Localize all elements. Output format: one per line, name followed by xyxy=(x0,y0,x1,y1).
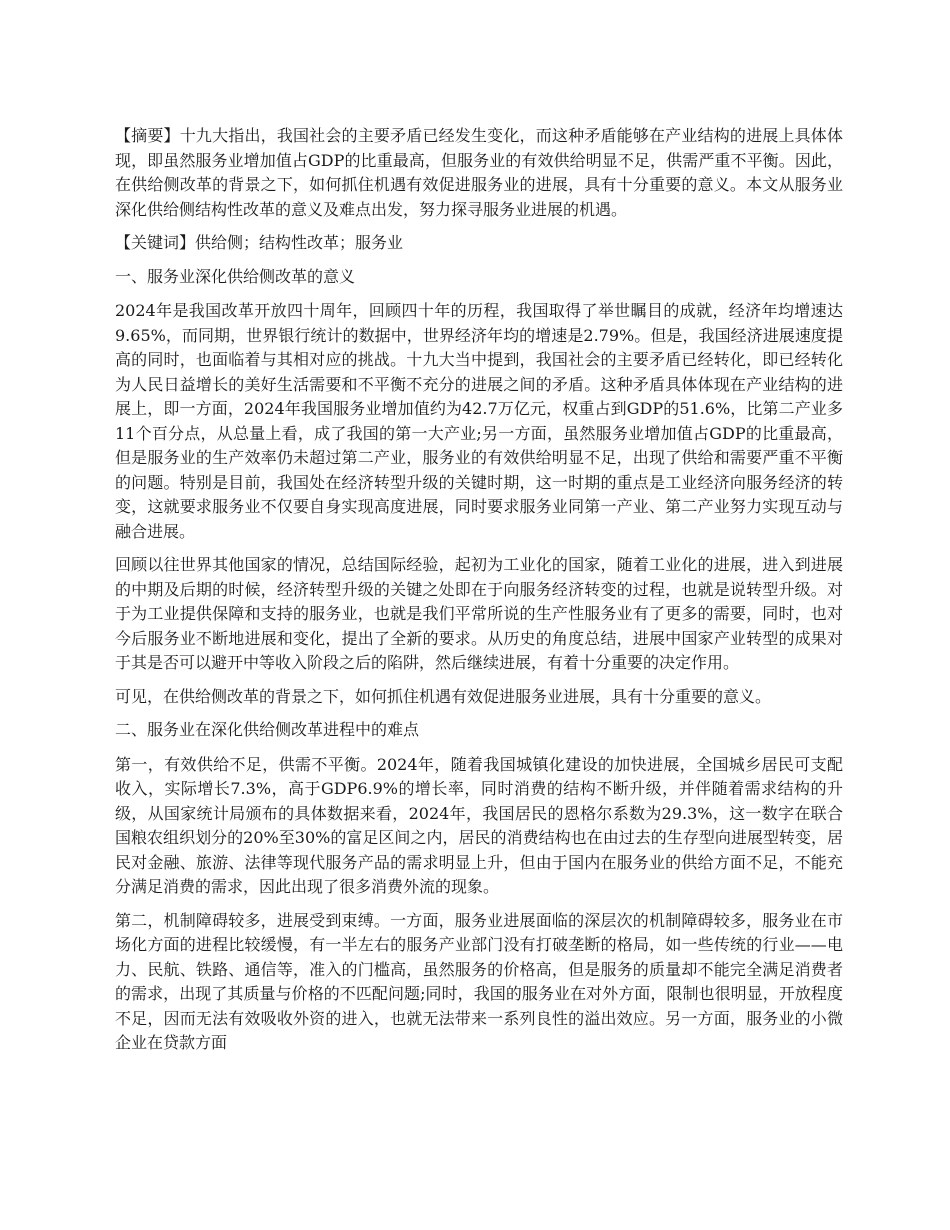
section-2-paragraph-2: 第二，机制障碍较多，进展受到束缚。一方面，服务业进展面临的深层次的机制障碍较多，服务业在市场化方面的进程比较缓慢，有一半左右的服务产业部门没有打破垄断的格局，如一些传统的行业——电力、民航、铁路、通信等，准入的门槛高，虽然服务的价格高，但是服务的质量却不能完全满足消费者的需求，出现了其质量与价格的不匹配问题;同时，我国的服务业在对外方面，限制也很明显，开放程度不足，因而无法有效吸收外资的进入，也就无法带来一系列良性的溢出效应。另一方面，服务业的小微企业在贷款方面 xyxy=(115,910,843,1052)
section-1-paragraph-2: 回顾以往世界其他国家的情况，总结国际经验，起初为工业化的国家，随着工业化的进展，进入到进展的中期及后期的时候，经济转型升级的关键之处即在于向服务经济转变的过程，也就是说转型升级。对于为工业提供保障和支持的服务业，也就是我们平常所说的生产性服务业有了更多的需要，同时，也对今后服务业不断地进展和变化，提出了全新的要求。从历史的角度总结，进展中国家产业转型的成果对于其是否可以避开中等收入阶段之后的陷阱，然后继续进展，有着十分重要的决定作用。 xyxy=(115,555,843,672)
section-1-heading: 一、服务业深化供给侧改革的意义 xyxy=(115,266,356,286)
section-1-paragraph-1: 2024年是我国改革开放四十周年，回顾四十年的历程，我国取得了举世瞩目的成就，经济年均增速达9.65%，而同期，世界银行统计的数据中，世界经济年均的增速是2.79%。但是，我国经济进展速度提高的同时，也面临着与其相对应的挑战。十九大当中提到，我国社会的主要矛盾已经转化，即已经转化为人民日益增长的美好生活需要和不平衡不充分的进展之间的矛盾。这种矛盾具体体现在产业结构的进展上，即一方面，2024年我国服务业增加值约为42.7万亿元，权重占到GDP的51.6%，比第二产业多11个百分点，从总量上看，成了我国的第一大产业;另一方面，虽然服务业增加值占GDP的比重最高，但是服务业的生产效率仍未超过第二产业，服务业的有效供给明显不足，出现了供给和需要严重不平衡的问题。特别是目前，我国处在经济转型升级的关键时期，这一时期的重点是工业经济向服务经济的转变，这就要求服务业不仅要自身实现高度进展，同时要求服务业同第一产业、第二产业努力实现互动与融合进展。 xyxy=(115,301,843,541)
section-2-paragraph-1: 第一，有效供给不足，供需不平衡。2024年，随着我国城镇化建设的加快进展，全国城乡居民可支配收入，实际增长7.3%，高于GDP6.9%的增长率，同时消费的结构不断升级，并伴随着需求结构的升级，从国家统计局颁布的具体数据来看，2024年，我国居民的恩格尔系数为29.3%，这一数字在联合国粮农组织划分的20%至30%的富足区间之内，居民的消费结构也在由过去的生存型向进展型转变，居民对金融、旅游、法律等现代服务产品的需求明显上升，但由于国内在服务业的供给方面不足，不能充分满足消费的需求，因此出现了很多消费外流的现象。 xyxy=(115,754,843,896)
section-2-heading: 二、服务业在深化供给侧改革进程中的难点 xyxy=(115,720,420,739)
document-body xyxy=(115,124,843,1065)
keywords-paragraph: 【关键词】供给侧；结构性改革；服务业 xyxy=(115,233,404,252)
section-1-paragraph-3: 可见，在供给侧改革的背景之下，如何抓住机遇有效促进服务业进展，具有十分重要的意义。 xyxy=(115,686,772,706)
abstract-paragraph: 【摘要】十九大指出，我国社会的主要矛盾已经发生变化，而这种矛盾能够在产业结构的进展上具体体现，即虽然服务业增加值占GDP的比重最高，但服务业的有效供给明显不足，供需严重不平衡。因此，在供给侧改革的背景之下，如何抓住机遇有效促进服务业的进展，具有十分重要的意义。本文从服务业深化供给侧结构性改革的意义及难点出发，努力探寻服务业进展的机遇。 xyxy=(115,126,843,219)
